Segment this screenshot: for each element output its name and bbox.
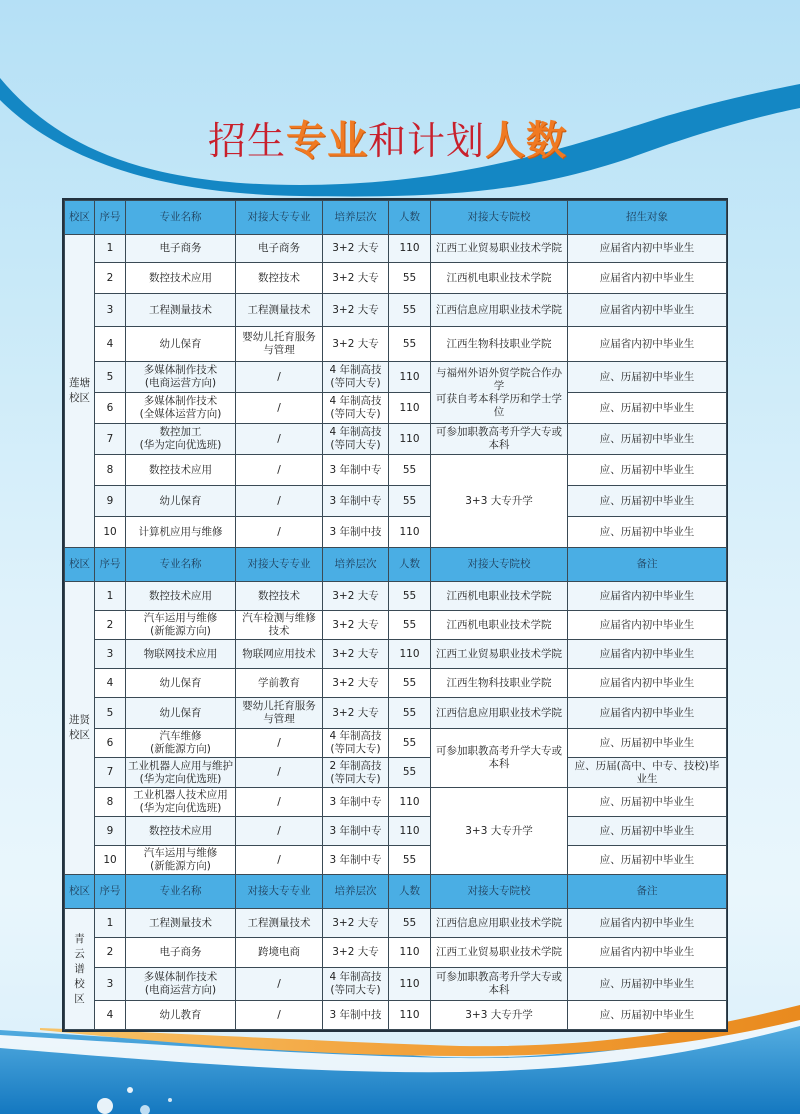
cell-major: 数控技术应用: [126, 455, 236, 486]
header-no: 序号: [95, 548, 126, 582]
cell-count: 55: [389, 455, 431, 486]
cell-level: 3+2 大专: [323, 582, 389, 611]
cell-partner-school: 3+3 大专升学: [431, 455, 568, 548]
cell-major: 工业机器人应用与维护 (华为定向优选班): [126, 758, 236, 788]
cell-no: 3: [95, 294, 126, 327]
table-row: [65, 455, 727, 486]
cell-target: 应、历届初中毕业生: [568, 846, 727, 875]
table-row: [65, 263, 727, 294]
cell-count: 55: [389, 582, 431, 611]
cell-level: 4 年制高技 (等同大专): [323, 968, 389, 1001]
cell-count: 110: [389, 393, 431, 424]
cell-target: 应、历届初中毕业生: [568, 1001, 727, 1030]
cell-partner-major: /: [236, 424, 323, 455]
cell-level: 4 年制高技 (等同大专): [323, 729, 389, 758]
header-partner-school: 对接大专院校: [431, 548, 568, 582]
table-row: [65, 517, 727, 548]
table-row: [65, 235, 727, 263]
cell-count: 110: [389, 938, 431, 968]
cell-partner-major: /: [236, 517, 323, 548]
table-row: [65, 640, 727, 669]
table-row: [65, 486, 727, 517]
cell-major: 工程测量技术: [126, 909, 236, 938]
cell-count: 110: [389, 640, 431, 669]
table-row: [65, 938, 727, 968]
cell-no: 1: [95, 582, 126, 611]
cell-no: 2: [95, 611, 126, 640]
header-level: 培养层次: [323, 201, 389, 235]
cell-partner-school: 江西工业贸易职业技术学院: [431, 235, 568, 263]
cell-target: 应、历届初中毕业生: [568, 817, 727, 846]
header-partner-school: 对接大专院校: [431, 875, 568, 909]
table-row: [65, 968, 727, 1001]
table-row: [65, 393, 727, 424]
campus-cell: 进贤 校区: [65, 582, 95, 875]
header-count: 人数: [389, 875, 431, 909]
cell-target: 应届省内初中毕业生: [568, 582, 727, 611]
header-major: 专业名称: [126, 201, 236, 235]
cell-partner-major: /: [236, 362, 323, 393]
table-header-row: [65, 875, 727, 909]
cell-partner-school: 3+3 大专升学: [431, 1001, 568, 1030]
cell-target: 应、历届初中毕业生: [568, 968, 727, 1001]
cell-count: 110: [389, 362, 431, 393]
table-row: [65, 729, 727, 758]
cell-no: 1: [95, 909, 126, 938]
cell-partner-major: 物联网应用技术: [236, 640, 323, 669]
cell-count: 55: [389, 758, 431, 788]
cell-no: 4: [95, 327, 126, 362]
cell-no: 9: [95, 817, 126, 846]
cell-major: 幼儿保育: [126, 698, 236, 729]
cell-count: 55: [389, 729, 431, 758]
cell-level: 3+2 大专: [323, 611, 389, 640]
cell-level: 3 年制中技: [323, 1001, 389, 1030]
table-row: [65, 362, 727, 393]
cell-major: 物联网技术应用: [126, 640, 236, 669]
cell-major: 电子商务: [126, 938, 236, 968]
cell-partner-school: 江西机电职业技术学院: [431, 263, 568, 294]
cell-no: 5: [95, 698, 126, 729]
header-partner-school: 对接大专院校: [431, 201, 568, 235]
cell-level: 3+2 大专: [323, 909, 389, 938]
table-header-row: [65, 201, 727, 235]
header-campus: 校区: [65, 875, 95, 909]
cell-major: 幼儿保育: [126, 327, 236, 362]
header-target: 备注: [568, 875, 727, 909]
header-level: 培养层次: [323, 548, 389, 582]
cell-count: 110: [389, 235, 431, 263]
table-row: [65, 1001, 727, 1030]
page-title: [208, 118, 567, 164]
header-target: 备注: [568, 548, 727, 582]
cell-count: 110: [389, 424, 431, 455]
cell-count: 55: [389, 263, 431, 294]
campus-cell: 青 云 谱 校 区: [65, 909, 95, 1030]
header-campus: 校区: [65, 548, 95, 582]
cell-partner-school: 江西工业贸易职业技术学院: [431, 640, 568, 669]
cell-major: 汽车运用与维修 (新能源方向): [126, 846, 236, 875]
cell-partner-major: /: [236, 817, 323, 846]
table-row: [65, 698, 727, 729]
cell-no: 10: [95, 517, 126, 548]
cell-target: 应、历届初中毕业生: [568, 362, 727, 393]
cell-target: 应、历届初中毕业生: [568, 486, 727, 517]
cell-target: 应届省内初中毕业生: [568, 263, 727, 294]
cell-target: 应届省内初中毕业生: [568, 235, 727, 263]
enrollment-table: [64, 200, 727, 1030]
table-row: [65, 294, 727, 327]
cell-target: 应、历届初中毕业生: [568, 455, 727, 486]
cell-partner-major: 汽车检测与维修技术: [236, 611, 323, 640]
cell-major: 电子商务: [126, 235, 236, 263]
header-count: 人数: [389, 201, 431, 235]
cell-partner-school: 与福州外语外贸学院合作办学 可获自考本科学历和学士学位: [431, 362, 568, 424]
cell-level: 3+2 大专: [323, 235, 389, 263]
cell-count: 110: [389, 1001, 431, 1030]
cell-partner-major: /: [236, 788, 323, 817]
header-partner-major: 对接大专专业: [236, 548, 323, 582]
cell-partner-major: /: [236, 758, 323, 788]
cell-partner-school: 江西信息应用职业技术学院: [431, 909, 568, 938]
cell-major: 幼儿保育: [126, 669, 236, 698]
cell-partner-school: 江西信息应用职业技术学院: [431, 294, 568, 327]
header-no: 序号: [95, 201, 126, 235]
cell-partner-school: 江西信息应用职业技术学院: [431, 698, 568, 729]
header-major: 专业名称: [126, 548, 236, 582]
cell-level: 3+2 大专: [323, 294, 389, 327]
header-no: 序号: [95, 875, 126, 909]
cell-no: 3: [95, 640, 126, 669]
cell-major: 工业机器人技术应用 (华为定向优选班): [126, 788, 236, 817]
cell-target: 应、历届初中毕业生: [568, 788, 727, 817]
cell-major: 多媒体制作技术 (电商运营方向): [126, 362, 236, 393]
cell-partner-school: 江西机电职业技术学院: [431, 611, 568, 640]
cell-major: 幼儿保育: [126, 486, 236, 517]
cell-major: 多媒体制作技术 (全媒体运营方向): [126, 393, 236, 424]
cell-target: 应届省内初中毕业生: [568, 698, 727, 729]
cell-count: 110: [389, 817, 431, 846]
cell-partner-major: 数控技术: [236, 582, 323, 611]
table-header-row: [65, 548, 727, 582]
cell-partner-school: 江西工业贸易职业技术学院: [431, 938, 568, 968]
cell-partner-major: 婴幼儿托育服务与管理: [236, 327, 323, 362]
cell-level: 3+2 大专: [323, 263, 389, 294]
table-row: [65, 817, 727, 846]
cell-major: 数控加工 (华为定向优选班): [126, 424, 236, 455]
cell-level: 3 年制中专: [323, 788, 389, 817]
campus-cell: 莲塘 校区: [65, 235, 95, 548]
cell-partner-major: 学前教育: [236, 669, 323, 698]
cell-partner-major: /: [236, 968, 323, 1001]
cell-partner-school: 3+3 大专升学: [431, 788, 568, 875]
title-part-4: 人数: [485, 118, 568, 164]
cell-no: 8: [95, 455, 126, 486]
table-row: [65, 424, 727, 455]
table-row: [65, 582, 727, 611]
cell-target: 应、历届初中毕业生: [568, 393, 727, 424]
cell-target: 应届省内初中毕业生: [568, 909, 727, 938]
cell-no: 1: [95, 235, 126, 263]
cell-major: 多媒体制作技术 (电商运营方向): [126, 968, 236, 1001]
table-row: [65, 669, 727, 698]
cell-target: 应、历届初中毕业生: [568, 729, 727, 758]
cell-target: 应届省内初中毕业生: [568, 611, 727, 640]
cell-no: 6: [95, 393, 126, 424]
cell-partner-major: /: [236, 1001, 323, 1030]
cell-target: 应届省内初中毕业生: [568, 938, 727, 968]
cell-level: 2 年制高技 (等同大专): [323, 758, 389, 788]
cell-level: 3 年制中技: [323, 517, 389, 548]
cell-partner-major: 工程测量技术: [236, 909, 323, 938]
header-partner-major: 对接大专专业: [236, 201, 323, 235]
cell-no: 5: [95, 362, 126, 393]
cell-level: 3 年制中专: [323, 486, 389, 517]
cell-no: 3: [95, 968, 126, 1001]
table-row: [65, 846, 727, 875]
cell-no: 9: [95, 486, 126, 517]
cell-target: 应届省内初中毕业生: [568, 640, 727, 669]
cell-level: 3 年制中专: [323, 455, 389, 486]
cell-major: 汽车运用与维修 (新能源方向): [126, 611, 236, 640]
cell-partner-school: 可参加职教高考升学大专或本科: [431, 424, 568, 455]
cell-level: 3+2 大专: [323, 669, 389, 698]
table-row: [65, 788, 727, 817]
cell-major: 数控技术应用: [126, 817, 236, 846]
cell-no: 7: [95, 758, 126, 788]
cell-no: 7: [95, 424, 126, 455]
cell-no: 4: [95, 669, 126, 698]
table-row: [65, 327, 727, 362]
header-target: 招生对象: [568, 201, 727, 235]
cell-partner-school: 可参加职教高考升学大专或本科: [431, 968, 568, 1001]
header-count: 人数: [389, 548, 431, 582]
cell-partner-major: 婴幼儿托育服务与管理: [236, 698, 323, 729]
cell-level: 4 年制高技 (等同大专): [323, 362, 389, 393]
cell-no: 2: [95, 263, 126, 294]
table-row: [65, 909, 727, 938]
cell-no: 4: [95, 1001, 126, 1030]
cell-major: 汽车维修 (新能源方向): [126, 729, 236, 758]
cell-level: 3+2 大专: [323, 938, 389, 968]
cell-count: 55: [389, 698, 431, 729]
cell-no: 10: [95, 846, 126, 875]
cell-count: 55: [389, 294, 431, 327]
title-part-1: 招生: [208, 119, 287, 163]
cell-no: 6: [95, 729, 126, 758]
title-part-2: 专业: [286, 118, 369, 164]
cell-partner-school: 江西机电职业技术学院: [431, 582, 568, 611]
cell-count: 55: [389, 327, 431, 362]
cell-level: 3 年制中专: [323, 846, 389, 875]
cell-count: 55: [389, 846, 431, 875]
cell-count: 110: [389, 968, 431, 1001]
cell-level: 4 年制高技 (等同大专): [323, 424, 389, 455]
cell-count: 55: [389, 909, 431, 938]
cell-count: 110: [389, 788, 431, 817]
cell-partner-school: 江西生物科技职业学院: [431, 669, 568, 698]
cell-no: 2: [95, 938, 126, 968]
cell-no: 8: [95, 788, 126, 817]
cell-count: 55: [389, 611, 431, 640]
header-level: 培养层次: [323, 875, 389, 909]
table-row: [65, 758, 727, 788]
cell-partner-major: /: [236, 455, 323, 486]
cell-count: 55: [389, 669, 431, 698]
cell-target: 应、历届(高中、中专、技校)毕业生: [568, 758, 727, 788]
cell-partner-major: 跨境电商: [236, 938, 323, 968]
cell-target: 应届省内初中毕业生: [568, 294, 727, 327]
cell-count: 55: [389, 486, 431, 517]
cell-major: 数控技术应用: [126, 263, 236, 294]
cell-level: 4 年制高技 (等同大专): [323, 393, 389, 424]
cell-target: 应、历届初中毕业生: [568, 517, 727, 548]
cell-partner-major: /: [236, 393, 323, 424]
cell-partner-major: 电子商务: [236, 235, 323, 263]
header-major: 专业名称: [126, 875, 236, 909]
table-row: [65, 611, 727, 640]
cell-major: 幼儿教育: [126, 1001, 236, 1030]
cell-partner-major: /: [236, 486, 323, 517]
cell-target: 应届省内初中毕业生: [568, 327, 727, 362]
header-partner-major: 对接大专专业: [236, 875, 323, 909]
cell-count: 110: [389, 517, 431, 548]
cell-partner-major: /: [236, 729, 323, 758]
cell-major: 计算机应用与维修: [126, 517, 236, 548]
cell-level: 3+2 大专: [323, 698, 389, 729]
cell-major: 工程测量技术: [126, 294, 236, 327]
cell-partner-major: /: [236, 846, 323, 875]
enrollment-table-container: [62, 198, 728, 1032]
cell-target: 应届省内初中毕业生: [568, 669, 727, 698]
cell-level: 3 年制中专: [323, 817, 389, 846]
header-campus: 校区: [65, 201, 95, 235]
cell-partner-school: 可参加职教高考升学大专或本科: [431, 729, 568, 788]
cell-target: 应、历届初中毕业生: [568, 424, 727, 455]
cell-partner-major: 工程测量技术: [236, 294, 323, 327]
cell-major: 数控技术应用: [126, 582, 236, 611]
cell-partner-school: 江西生物科技职业学院: [431, 327, 568, 362]
cell-level: 3+2 大专: [323, 640, 389, 669]
title-part-3: 和计划: [368, 119, 486, 163]
cell-partner-major: 数控技术: [236, 263, 323, 294]
cell-level: 3+2 大专: [323, 327, 389, 362]
